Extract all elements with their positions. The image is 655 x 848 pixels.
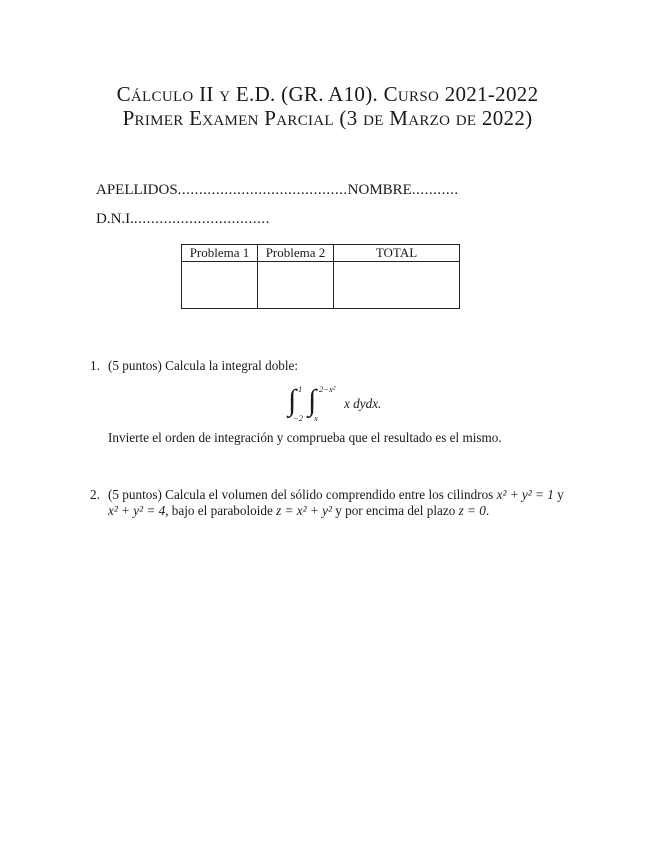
grade-table-header-row (182, 245, 460, 262)
integrand: x dydx. (344, 396, 382, 411)
nombre-blank: ........... (411, 182, 459, 198)
exam-title-line-1: Cálculo II y E.D. (GR. A10). Curso 2021-2022 (116, 82, 539, 106)
header-total: TOTAL (334, 245, 460, 262)
p2-equation-cylinder-2: x² + y² = 4 (108, 503, 166, 518)
grade-table (181, 244, 460, 309)
outer-upper-limit: 1 (298, 384, 303, 394)
score-cell-problema-1 (182, 262, 258, 309)
score-cell-problema-2 (258, 262, 334, 309)
p2-text-e: . (485, 503, 490, 518)
header-problema-1: Problema 1 (182, 245, 258, 262)
problem-2-statement (108, 487, 570, 519)
problem-1-statement: (5 puntos) Calcula la integral doble: (108, 358, 299, 373)
inner-integral-sign: ∫ (308, 384, 317, 417)
outer-lower-limit: −2 (293, 413, 303, 423)
outer-integral-sign: ∫ (288, 384, 297, 417)
dni-label: D.N.I. (96, 211, 134, 227)
inner-upper-limit: 2−x² (319, 384, 336, 394)
surname-name-row (96, 182, 459, 199)
p2-equation-plane: z = 0 (458, 503, 486, 518)
p2-equation-paraboloid: z = x² + y² (276, 503, 332, 518)
header-problema-2: Problema 2 (258, 245, 334, 262)
inner-lower-limit: x (314, 413, 318, 423)
problem-2-number: 2. (90, 487, 100, 502)
double-integral-formula (288, 382, 418, 424)
exam-title-line-2: Primer Examen Parcial (3 de Marzo de 2022) (122, 106, 533, 130)
apellidos-blank: ........................................ (177, 182, 348, 198)
problem-2 (90, 487, 570, 519)
apellidos-label: APELLIDOS (96, 182, 178, 198)
p2-text-d: y por encima del plazo (331, 503, 459, 518)
dni-row (96, 211, 270, 228)
p2-equation-cylinder-1: x² + y² = 1 (496, 487, 554, 502)
problem-1-note: Invierte el orden de integración y comprueba que el resultado es el mismo. (108, 430, 502, 445)
dni-blank: ................................ (133, 211, 270, 227)
score-cell-total (334, 262, 460, 309)
problem-1 (90, 358, 570, 374)
p2-text-c: , bajo el paraboloide (165, 503, 277, 518)
nombre-label: NOMBRE (347, 182, 412, 198)
p2-text-a: (5 puntos) Calcula el volumen del sólido comprendido entre los cilindros (108, 487, 497, 502)
problem-1-number: 1. (90, 358, 100, 373)
grade-table-score-row (182, 262, 460, 309)
p2-text-b: y (553, 487, 564, 502)
